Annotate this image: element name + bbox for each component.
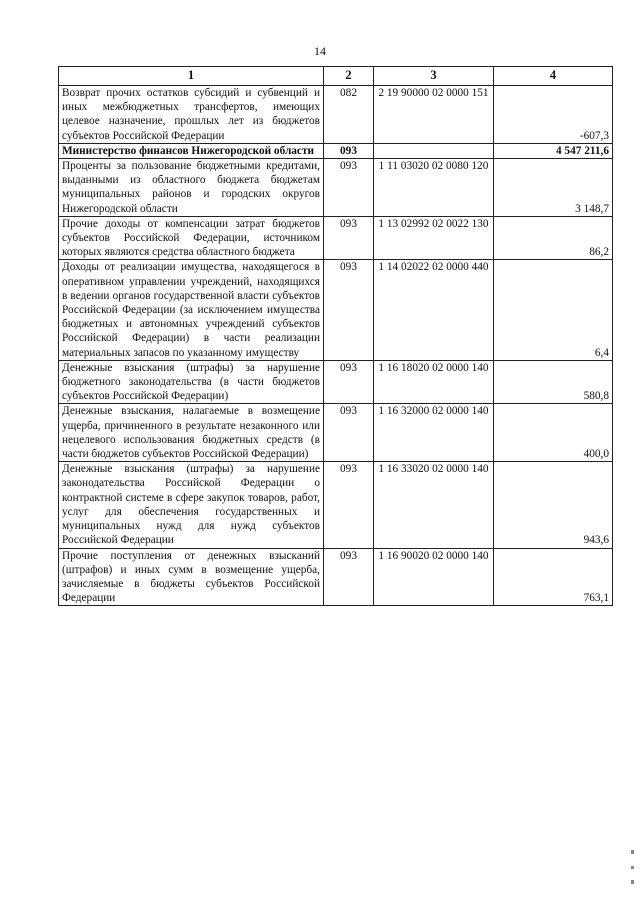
admin-code: 093 bbox=[324, 143, 374, 158]
amount: 3 148,7 bbox=[494, 159, 613, 217]
amount: 86,2 bbox=[494, 216, 613, 260]
amount: 943,6 bbox=[494, 462, 613, 548]
admin-code: 093 bbox=[324, 360, 374, 404]
revenue-table bbox=[58, 66, 613, 606]
admin-code: 082 bbox=[324, 86, 374, 144]
budget-code: 1 16 32000 02 0000 140 bbox=[374, 404, 494, 462]
amount: 763,1 bbox=[494, 548, 613, 606]
table-row bbox=[59, 216, 613, 260]
header-col-1: 1 bbox=[59, 67, 324, 86]
header-col-2: 2 bbox=[324, 67, 374, 86]
scan-edge-mark bbox=[631, 850, 634, 854]
revenue-name: Прочие поступления от денежных взысканий (штрафов) и иных сумм в возмещение ущерба, зачисляемые в бюджеты субъектов Российской Федерации bbox=[59, 548, 324, 606]
scan-edge-mark bbox=[631, 880, 634, 884]
table-row bbox=[59, 462, 613, 548]
budget-code bbox=[374, 143, 494, 158]
table-row bbox=[59, 86, 613, 144]
budget-code: 1 11 03020 02 0080 120 bbox=[374, 159, 494, 217]
table-row bbox=[59, 260, 613, 360]
budget-code: 1 16 90020 02 0000 140 bbox=[374, 548, 494, 606]
amount: 6,4 bbox=[494, 260, 613, 360]
admin-code: 093 bbox=[324, 462, 374, 548]
header-col-3: 3 bbox=[374, 67, 494, 86]
admin-code: 093 bbox=[324, 548, 374, 606]
budget-code: 1 16 33020 02 0000 140 bbox=[374, 462, 494, 548]
budget-code: 1 13 02992 02 0022 130 bbox=[374, 216, 494, 260]
revenue-name: Денежные взыскания (штрафы) за нарушение законодательства Российской Федерации о контрактной системе в сфере закупок товаров, работ, услуг для обеспечения государственных и муниципальных нужд для нужд субъектов Российской Федерации bbox=[59, 462, 324, 548]
table-row-ministry bbox=[59, 143, 613, 158]
budget-code: 2 19 90000 02 0000 151 bbox=[374, 86, 494, 144]
table-header-row bbox=[59, 67, 613, 86]
table-row bbox=[59, 548, 613, 606]
amount: 400,0 bbox=[494, 404, 613, 462]
amount: -607,3 bbox=[494, 86, 613, 144]
amount: 580,8 bbox=[494, 360, 613, 404]
table-row bbox=[59, 360, 613, 404]
admin-code: 093 bbox=[324, 216, 374, 260]
scan-edge-mark bbox=[631, 866, 634, 869]
budget-code: 1 14 02022 02 0000 440 bbox=[374, 260, 494, 360]
revenue-name: Возврат прочих остатков субсидий и субвенций и иных межбюджетных трансфертов, имеющих целевое назначение, прошлых лет из бюджетов субъектов Российской Федерации bbox=[59, 86, 324, 144]
revenue-name: Проценты за пользование бюджетными кредитами, выданными из областного бюджета бюджетам муниципальных районов и городских округов Нижегородской области bbox=[59, 159, 324, 217]
revenue-name: Денежные взыскания (штрафы) за нарушение бюджетного законодательства (в части бюджетов субъектов Российской Федерации) bbox=[59, 360, 324, 404]
admin-code: 093 bbox=[324, 260, 374, 360]
admin-code: 093 bbox=[324, 404, 374, 462]
header-col-4: 4 bbox=[494, 67, 613, 86]
revenue-name: Денежные взыскания, налагаемые в возмещение ущерба, причиненного в результате незаконного или нецелевого использования бюджетных средств (в части бюджетов субъектов Российской Федерации) bbox=[59, 404, 324, 462]
table-row bbox=[59, 159, 613, 217]
revenue-name: Прочие доходы от компенсации затрат бюджетов субъектов Российской Федерации, источником которых являются средства областного бюджета bbox=[59, 216, 324, 260]
page-number: 14 bbox=[314, 44, 326, 58]
revenue-name: Министерство финансов Нижегородской области bbox=[59, 143, 324, 158]
budget-code: 1 16 18020 02 0000 140 bbox=[374, 360, 494, 404]
amount: 4 547 211,6 bbox=[494, 143, 613, 158]
revenue-name: Доходы от реализации имущества, находящегося в оперативном управлении учреждений, находящихся в ведении органов государственной власти субъектов Российской Федерации (за исключением имущества бюджетных и автономных учреждений субъектов Российской Федерации) в части реализации материальных запасов по указанному имуществу bbox=[59, 260, 324, 360]
admin-code: 093 bbox=[324, 159, 374, 217]
table-row bbox=[59, 404, 613, 462]
